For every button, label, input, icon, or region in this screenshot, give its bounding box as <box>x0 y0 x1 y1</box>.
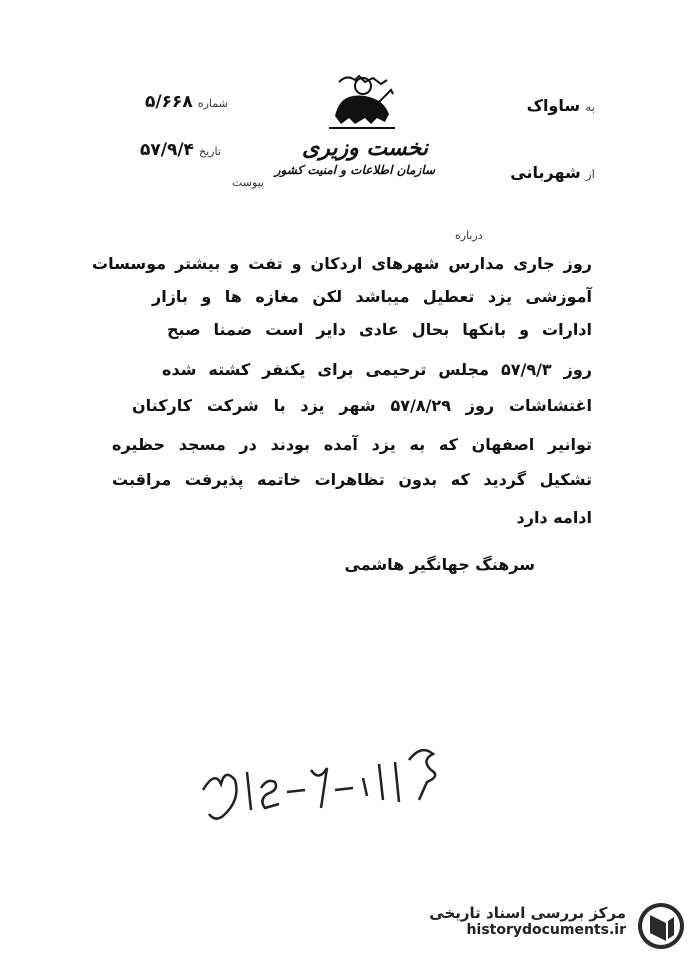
number-value: ۵/۶۶۸ <box>145 92 193 112</box>
attachment-label: پیوست <box>232 176 265 189</box>
archive-logo-icon <box>636 901 686 951</box>
number-label: شماره <box>197 97 228 110</box>
handwritten-archive-number <box>195 730 455 830</box>
from-prefix: از <box>585 167 595 181</box>
issuer-organization: سازمان اطلاعات و امنیت کشور <box>274 163 435 177</box>
body-line: توانیر اصفهان که به یزد آمده بودند در مسجد حظیره <box>112 435 592 454</box>
to-value: ساواک <box>526 96 581 115</box>
to-prefix: به <box>585 100 595 114</box>
body-line: روز جاری مدارس شهرهای اردکان و تفت و بیشتر موسسات <box>92 254 592 273</box>
body-line: ادامه دارد <box>516 508 592 527</box>
date-label: تاریخ <box>199 145 221 158</box>
issuer-emblem-caption <box>274 135 435 177</box>
subject-label: درباره <box>455 229 483 242</box>
body-line: روز ۵۷/۹/۳ مجلس ترحیمی برای یکنفر کشته شده <box>162 360 593 379</box>
body-line: اغتشاشات روز ۵۷/۸/۲۹ شهر یزد با شرکت کارکنان <box>132 396 592 415</box>
letter-date <box>140 140 221 160</box>
archive-url: historydocuments.ir <box>466 922 626 938</box>
date-value: ۵۷/۹/۴ <box>140 140 194 160</box>
body-line: آموزشی یزد تعطیل میباشد لکن مغازه ها و بازار <box>152 287 592 306</box>
signature: سرهنگ جهانگیر هاشمی <box>344 555 535 574</box>
body-line: تشکیل گردید که بدون تظاهرات خاتمه پذیرفت مراقبت <box>112 470 592 489</box>
recipient <box>527 96 595 115</box>
letter-number <box>145 92 228 112</box>
archive-watermark <box>429 904 626 938</box>
from-value: شهربانی <box>510 163 581 182</box>
body-line: ادارات و بانکها بحال عادی دایر است ضمنا صبح <box>167 320 592 339</box>
issuer-name: نخست وزیری <box>302 135 428 161</box>
archive-title: مرکز بررسی اسناد تاریخی <box>429 904 626 922</box>
sender <box>510 163 595 182</box>
lion-and-sun-emblem-icon <box>325 72 400 130</box>
